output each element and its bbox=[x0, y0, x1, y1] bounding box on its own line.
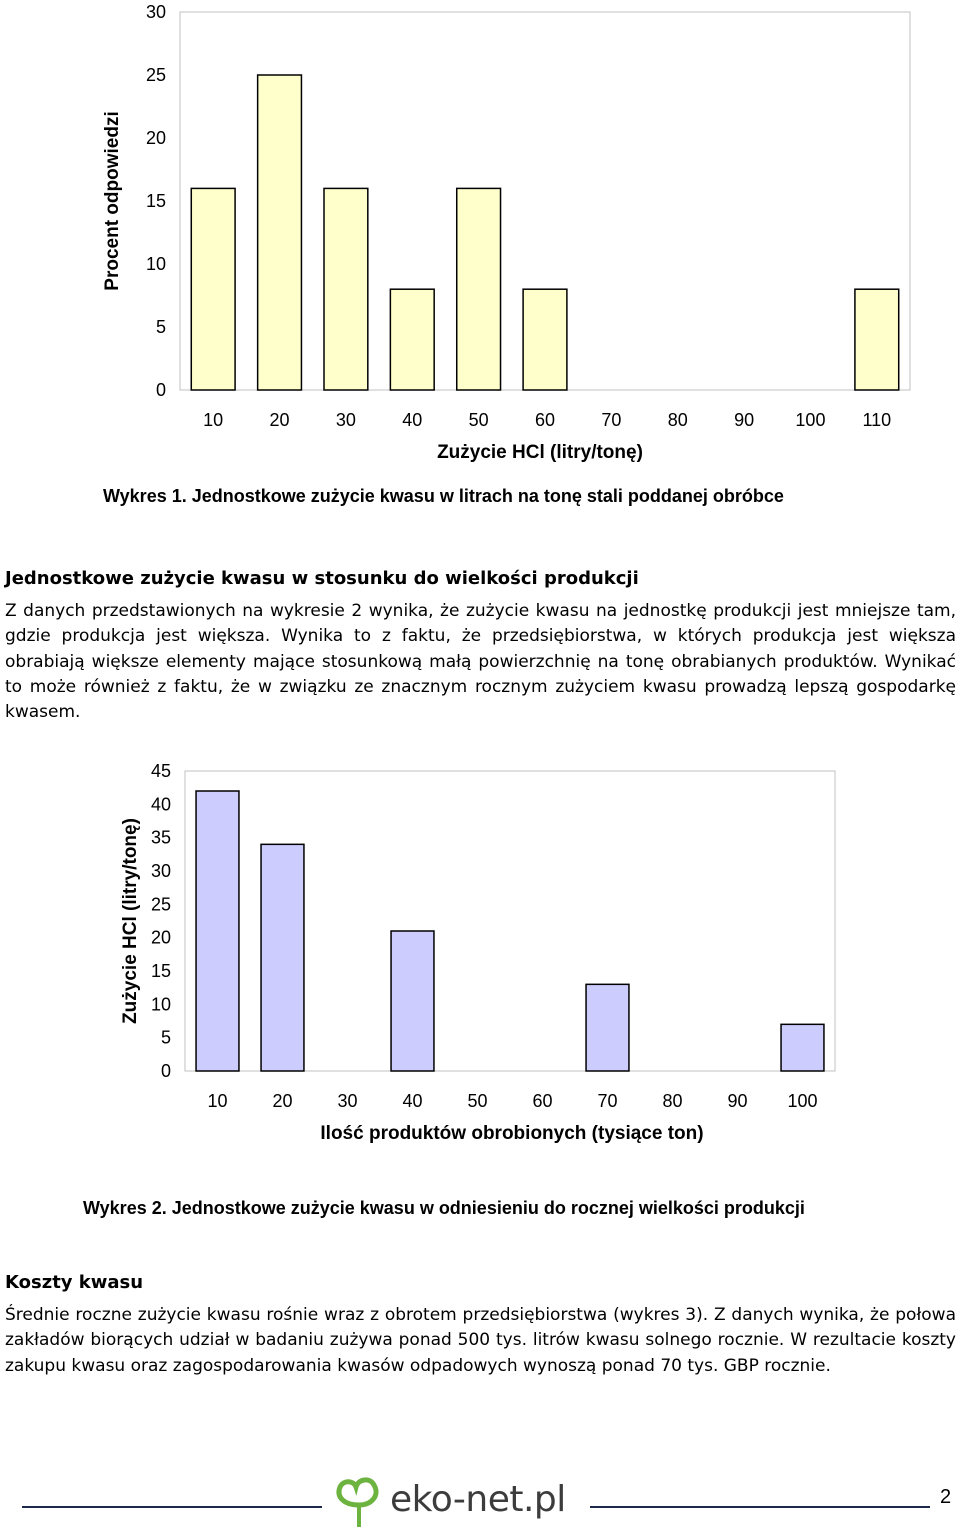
x-tick-label: 40 bbox=[402, 410, 423, 430]
x-tick-label: 10 bbox=[207, 1091, 228, 1111]
site-logo bbox=[330, 1475, 580, 1531]
bar bbox=[457, 188, 501, 390]
x-tick-label: 30 bbox=[335, 410, 356, 430]
y-axis-label: Procent odpowiedzi bbox=[102, 111, 123, 291]
x-tick-label: 60 bbox=[534, 410, 556, 430]
section-2-body: Średnie roczne zużycie kwasu rośnie wraz z obrotem przedsiębiorstwa (wykres 3). Z danych wynika, że połowa zakładów biorących udział w badaniu zużywa ponad 500 tys. litrów kwasu solnego rocznie. W rezultacie koszty zakupu kwasu oraz zagospodarowania kwasów odpadowych wynoszą ponad 70 tys. GBP rocznie. bbox=[5, 1305, 956, 1376]
y-tick-label: 15 bbox=[145, 191, 166, 211]
x-tick-label: 40 bbox=[402, 1091, 423, 1111]
chart-2-svg bbox=[0, 750, 960, 1150]
bar bbox=[261, 844, 304, 1071]
y-tick-label: 25 bbox=[145, 65, 166, 85]
x-tick-label: 110 bbox=[862, 410, 892, 430]
x-tick-label: 70 bbox=[597, 1091, 618, 1111]
bar bbox=[324, 188, 368, 390]
x-tick-label: 80 bbox=[662, 1091, 683, 1111]
x-tick-label: 70 bbox=[601, 410, 622, 430]
y-tick-label: 10 bbox=[150, 994, 171, 1015]
y-tick-label: 5 bbox=[160, 1027, 171, 1048]
y-tick-label: 0 bbox=[160, 1061, 171, 1081]
y-tick-label: 20 bbox=[145, 128, 166, 148]
y-tick-label: 35 bbox=[150, 827, 171, 848]
bar bbox=[523, 289, 567, 390]
y-tick-label: 10 bbox=[145, 254, 166, 274]
leaf-tree-icon bbox=[330, 1475, 388, 1531]
y-tick-label: 25 bbox=[150, 894, 171, 915]
y-tick-label: 40 bbox=[150, 794, 171, 815]
y-axis-label: Zużycie HCl (litry/tonę) bbox=[120, 818, 141, 1024]
chart-1-caption: Wykres 1. Jednostkowe zużycie kwasu w litrach na tonę stali poddanej obróbce bbox=[103, 486, 784, 506]
x-tick-label: 100 bbox=[787, 1091, 818, 1111]
x-tick-label: 60 bbox=[532, 1091, 553, 1111]
x-tick-label: 50 bbox=[468, 410, 489, 430]
section-1-heading: Jednostkowe zużycie kwasu w stosunku do wielkości produkcji bbox=[5, 568, 639, 589]
bar bbox=[855, 289, 899, 390]
x-tick-label: 100 bbox=[795, 410, 826, 430]
x-axis-label: Zużycie HCl (litry/tonę) bbox=[437, 442, 643, 463]
chart-2-caption: Wykres 2. Jednostkowe zużycie kwasu w odniesieniu do rocznej wielkości produkcji bbox=[83, 1198, 805, 1218]
bar bbox=[390, 289, 434, 390]
section-2-heading: Koszty kwasu bbox=[5, 1272, 144, 1293]
x-tick-label: 90 bbox=[734, 410, 755, 430]
y-tick-label: 0 bbox=[155, 380, 166, 400]
bar bbox=[781, 1024, 824, 1071]
bar bbox=[258, 75, 302, 390]
bar bbox=[191, 188, 235, 390]
y-tick-label: 30 bbox=[145, 2, 166, 22]
y-tick-label: 5 bbox=[155, 317, 166, 337]
x-tick-label: 30 bbox=[337, 1091, 358, 1111]
bar bbox=[586, 984, 629, 1071]
y-tick-label: 20 bbox=[150, 927, 171, 948]
y-tick-label: 15 bbox=[150, 961, 171, 981]
x-tick-label: 90 bbox=[727, 1091, 748, 1111]
x-tick-label: 80 bbox=[667, 410, 688, 430]
bar bbox=[391, 931, 434, 1071]
footer-line-left bbox=[22, 1506, 322, 1508]
x-tick-label: 10 bbox=[203, 410, 224, 430]
chart-1 bbox=[0, 0, 960, 470]
x-tick-label: 20 bbox=[272, 1091, 293, 1111]
chart-1-svg bbox=[0, 0, 960, 470]
y-tick-label: 45 bbox=[150, 761, 171, 781]
y-tick-label: 30 bbox=[150, 861, 171, 881]
section-1-body: Z danych przedstawionych na wykresie 2 wynika, że zużycie kwasu na jednostkę produkcji jest mniejsze tam, gdzie produkcja jest większa. Wynika to z faktu, że przedsiębiorstwa, w których produkcja jest większa obrabiają większe elementy mające stosunkową małą powierzchnię na tonę obrabianych produktów. Wynikać to może również z faktu, że w związku ze znacznym rocznym zużyciem kwasu prowadzą lepszą gospodarkę kwasem. bbox=[5, 601, 956, 723]
logo-text: eko-net.pl bbox=[390, 1479, 566, 1520]
chart-2 bbox=[0, 750, 960, 1150]
x-axis-label: Ilość produktów obrobionych (tysiące ton) bbox=[320, 1123, 704, 1144]
x-tick-label: 20 bbox=[269, 410, 290, 430]
footer-line-right bbox=[590, 1506, 930, 1508]
page-number: 2 bbox=[940, 1486, 952, 1508]
x-tick-label: 50 bbox=[467, 1091, 488, 1111]
bar bbox=[196, 791, 239, 1071]
